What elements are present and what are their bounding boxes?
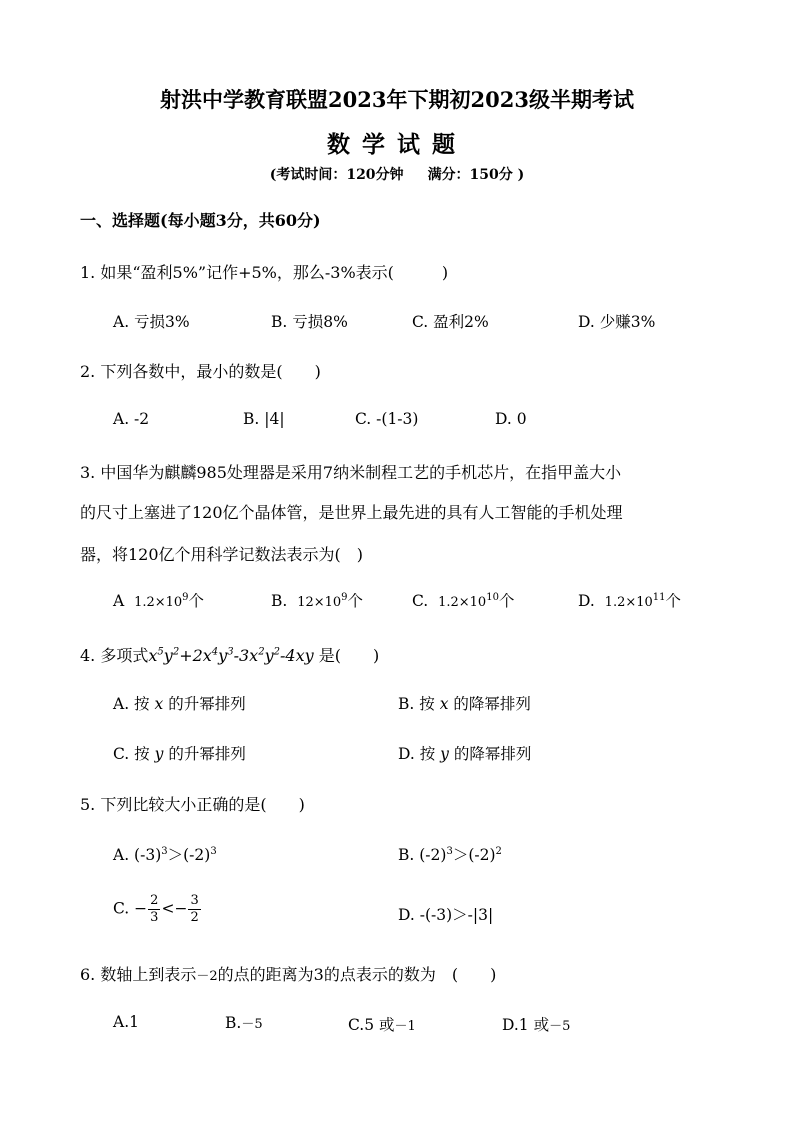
q1-option-c: C. 盈利2% bbox=[412, 313, 489, 331]
q2-option-d: D. 0 bbox=[495, 410, 527, 428]
q3-option-d: D. $1.2\times 10^{11}$个 bbox=[578, 591, 682, 610]
question-2-stem: 2. 下列各数中，最小的数是( ) bbox=[80, 362, 321, 381]
q2-option-a: A. -2 bbox=[113, 410, 150, 428]
q4-option-b: B. 按 x 的降幂排列 bbox=[398, 695, 531, 713]
q1-option-a: A. 亏损3% bbox=[113, 313, 190, 331]
q5-option-d: D. -(-3)＞-|3| bbox=[398, 906, 494, 924]
q1-option-d: D. 少赚3% bbox=[578, 313, 656, 331]
q1-option-b: B. 亏损8% bbox=[271, 313, 348, 331]
q3-option-c: C. $1.2\times 10^{10}$个 bbox=[412, 591, 515, 610]
q2-option-b: B. |4| bbox=[243, 410, 285, 428]
section-title: 一、选择题(每小题3分，共60分) bbox=[80, 211, 321, 230]
q4-option-d: D. 按 y 的降幂排列 bbox=[398, 745, 532, 763]
fraction-3-2: $\frac{3}{2}$ bbox=[190, 893, 199, 925]
q2-option-c: C. -(1-3) bbox=[355, 410, 419, 428]
question-6-stem: 6. 数轴上到表示－2的点的距离为3的点表示的数为 ( ) bbox=[80, 965, 497, 984]
q4-option-a: A. 按 x 的升幂排列 bbox=[113, 695, 246, 713]
question-4-stem: 4. 多项式$x^5y^2+2x^4y^3-3x^2y^2-4xy$ 是( ) bbox=[80, 646, 380, 665]
full-score: 满分：150分 ) bbox=[427, 167, 525, 183]
question-5-stem: 5. 下列比较大小正确的是( ) bbox=[80, 795, 305, 814]
q6-option-b: B.－5 bbox=[225, 1014, 263, 1032]
q4-option-c: C. 按 y 的升幂排列 bbox=[113, 745, 246, 763]
question-3-stem-line-3: 器，将120亿个用科学记数法表示为( ) bbox=[80, 545, 364, 564]
question-3-stem-line-1: 3. 中国华为麒麟985处理器是采用7纳米制程工艺的手机芯片，在指甲盖大小 bbox=[80, 463, 622, 482]
exam-time: (考试时间：120分钟 bbox=[269, 167, 404, 183]
exam-subtitle: 数学试题 bbox=[327, 131, 467, 158]
q5-option-b: B. $(-2)^3>(-2)^2$ bbox=[398, 845, 502, 864]
q6-option-d: D.1 或－5 bbox=[502, 1016, 571, 1034]
question-1-stem: 1. 如果“盈利5%”记作+5%，那么-3%表示( ) bbox=[80, 263, 449, 282]
q5-option-a: A. $(-3)^3>(-2)^3$ bbox=[113, 845, 217, 864]
exam-info bbox=[0, 164, 794, 184]
q6-option-c: C.5 或－1 bbox=[348, 1016, 416, 1034]
question-3-stem-line-2: 的尺寸上塞进了120亿个晶体管，是世界上最先进的具有人工智能的手机处理 bbox=[80, 503, 623, 522]
q3-option-b: B. $12\times 10^9$个 bbox=[271, 591, 364, 610]
polynomial: $x^5y^2+2x^4y^3-3x^2y^2-4xy$ bbox=[148, 646, 314, 665]
q6-option-a: A.1 bbox=[113, 1013, 139, 1031]
q3-option-a: A $1.2\times 10^9$个 bbox=[113, 591, 205, 610]
q5-option-c: C. − $\frac{2}{3}$ <− $\frac{3}{2}$ bbox=[113, 893, 199, 925]
fraction-2-3: $\frac{2}{3}$ bbox=[150, 893, 159, 925]
exam-title: 射洪中学教育联盟2023年下期初2023级半期考试 bbox=[160, 87, 634, 112]
